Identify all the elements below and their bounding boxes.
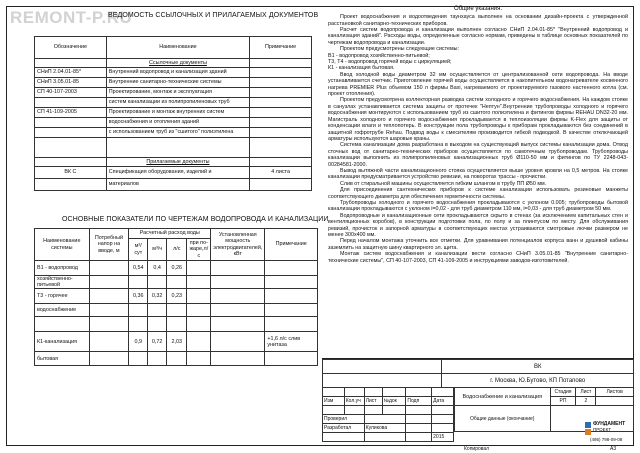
header-flow: Расчетный расход воды [129,229,211,239]
table-row: СНиП 2.04.01-85* Внутренний водопровод и канализация зданий [35,68,312,78]
header-system-name: Наименование системы [35,229,90,261]
note-paragraph: Монтаж систем водоснабжения и канализации вести согласно СНиП 3.05.01-85 "Внутренние санитарно-технические системы", СП 40-107-2003, СП 41-109-2005 и инструкциями заводов-изготовителей. [328,251,628,264]
stage-value: РП [550,397,576,406]
developer-name: Куликова [364,424,406,433]
note-paragraph: Система канализации дома разработана в выходом на существующий выпуск системы канализации дома. Отвод сточных вод от санитарно-технических приборов осуществляется по самотечным трубопроводам. Трубопроводы канализации выполнить из полипропиленовых канализационных труб Ø110-50 мм и фитингов по ТУ 2248-043-00284581-2000. [328,142,628,168]
title-block [322,358,634,446]
ref-docs-title: ВЕДОМОСТЬ ССЫЛОЧНЫХ И ПРИЛАГАЕМЫХ ДОКУМЕНТОВ [108,12,319,19]
section-reference-docs: Ссылочные документы [106,59,249,68]
note-paragraph: Водопроводные и канализационные сети прокладываются скрыто в стенах (за исключением капитальных стен и вентиляционных коробов), в конструкции подготовки пола, по полу и за плинтусом по месту. Для обслуживания ревизий, прочисток и запорной арматуры в соответствующих местах устраиваются смотровые лючки размером не менее 300х400 мм. [328,212,628,238]
indicators-title: ОСНОВНЫЕ ПОКАЗАТЕЛИ ПО ЧЕРТЕЖАМ ВОДОПРОВОДА И КАНАЛИЗАЦИИ [62,216,329,223]
header-required-head: Потребный напор на вводе, м [89,229,129,261]
note-paragraph: Перед началом монтажа уточнить все отметки. Для уравнивания потенциалов корпуса ванн и душевой кабины заземлить на защитную шину квартирного эл. щита. [328,238,628,251]
copied-label: Копировал [464,446,490,452]
note-paragraph: В1 - водопровод хозяйственно-питьевой; [328,52,430,59]
header-l-s: л/с [167,239,187,261]
indicators-table [34,228,318,366]
table-row: К1-канализация 0,9 0,72 2,03 +1,6 л/с слив унитаза [35,332,318,352]
table-row: с использованием труб из "сшитого" полиэтилена [35,128,312,138]
header-m3-day: м³/сут [129,239,148,261]
note-paragraph: Ввод холодной воды диаметром 32 мм осуществляется от централизованной сети водопровода. На вводе устанавливается счетчик. Приготовление горячей воды осуществляется в накопительном водонагревателе косвенного нагрева PREMIER Plus объемом 150 л фирмы Baxi, нагреваемого от проектируемого газового настенного котла (см. проект отопления). [328,71,628,98]
stamp-address: г. Москва, Ю.Бутово, КП Потапово [442,374,634,388]
table-row: систем канализации из полипропиленовых труб [35,98,312,108]
sheet-number: 2 [576,397,596,406]
note-paragraph: Т3, Т4 - водопровод горячей воды с циркуляцией; [328,59,452,66]
ref-docs-table [34,36,312,191]
header-name: Наименование [106,37,249,59]
note-paragraph: К1 - канализация бытовая. [328,65,395,72]
section-attached-docs: Прилагаемые документы [106,158,249,167]
header-note: Примечание [265,229,318,261]
table-row: материалов [35,179,312,191]
company-logo: ФУНДАМЕНТ ПРОЕКТ (495) 798-09-08 [584,420,628,447]
table-row: СП 41-109-2005 Проектирование и монтаж внутренних систем [35,108,312,118]
sheet-title: Общие данные (окончание) [455,406,551,432]
stamp-section: Водоснабжение и канализация Стадия Лист Листов РП 2 Общие данные (окончание) [454,387,634,432]
sheets-count [596,397,634,406]
stamp-top [322,359,634,388]
watermark: REMONT-P.RU [10,8,133,27]
stamp-year: 2015 [432,433,454,442]
format-label: А3 [610,446,617,452]
note-paragraph: Расчет систем водопровода и канализации выполнен согласно СНиП 2.04.01-85* "Внутренний водопровод и канализация зданий". Расходы воды, определенные согласно нормам, приведены в таблице основных показателей по чертежам водопровода и канализации. [328,27,628,46]
table-row [35,317,318,332]
note-paragraph: Проектом предусмотрены следующие системы: [340,46,459,53]
table-row: бытовая [35,352,318,366]
note-paragraph: Проектом предусмотрена коллекторная разводка систем холодного и горячего водоснабжения. На каждом стояке в санузлах устанавливается система защиты от протечек "Нептун".Внутренние трубопроводы холодного и горячего водоснабжения монтируются с использованием труб из сшитого полиэтилена и фитингов фирмы REHAU DN32-20 мм. Магистраль холодного и горячего водоснабжения прокладывается в теплоизоляции фирмы K-Flex для защиты от конденсации влаги и теплопотерь. В конструкции пола трубопроводы к приборам прокладываются без соединений в защитной гофротрубе Rehau. Подвод воды к смесителям производится гибкой подводкой. В качестве отключающей арматуры используются шаровые краны. [328,97,628,142]
note-paragraph: Для присоединения сантехнических приборов к системе канализации использовать резиновые манжеты соответствующего диаметра для обеспечения герметичности системы. [328,187,628,200]
header-fire: при по-жаре,л/с [187,239,211,261]
checked-label: Проверил [323,415,365,424]
section-name: Водоснабжение и канализация [455,388,551,406]
table-row: хозяйственно-питьевой [35,276,318,289]
header-note: Примечание [250,37,312,59]
table-row: В1 - водопровод 0,54 0,4 0,26 [35,261,318,276]
table-row: водоснабжение [35,304,318,317]
header-designation: Обозначение [35,37,107,59]
header-m3-hour: м³/ч [148,239,167,261]
table-row: Т3 - горячее 0,36 0,32 0,23 [35,289,318,304]
general-notes [328,6,628,264]
table-row: СНиП 3.05.01-85 Внутренние санитарно-технические системы [35,78,312,88]
note-paragraph: Вывод вытяжной части канализационного стояка осуществляется выше уровня кровли на 0,5 метров. На стояке канализации предусматривается устройство ревизии, на поворотах трассы - прочистки. [328,167,628,181]
stamp-code: ВК [442,360,634,374]
note-paragraph: Трубопроводы холодного и горячего водоснабжения прокладываются с уклоном 0.005; трубопроводы бытовой канализации прокладываются с уклоном i=0,02 - для труб диаметром 110 мм, i=0,03 - для труб диаметром 50 мм. [328,199,628,213]
note-paragraph: Проект водоснабжения и водоотведения таунхауса выполнен на основании дизайн-проекта с утвержденной расстановкой санитарно-технических приборов. [328,14,628,27]
stamp-signatures: Изм Кол.уч Лист №док Подп Дата Проверил Разработал Куликова 2015 [322,387,454,442]
notes-title: Общие указания. [453,6,503,12]
ref-docs-header-row [35,37,312,59]
table-row: ВК С Спецификация оборудования, изделий и 4 листа [35,167,312,179]
table-row: водоснабжения и отопления зданий [35,118,312,128]
note-paragraph: Слив от стиральной машины осуществляется гибким шлангом в трубу ПП Ø50 мм. [340,180,547,187]
developer-label: Разработал [323,424,365,433]
table-row: СП 40-107-2003 Проектирование, монтаж и эксплуатация [35,88,312,98]
header-power: Установленная мощность электродвигателей, кВт [211,229,265,261]
